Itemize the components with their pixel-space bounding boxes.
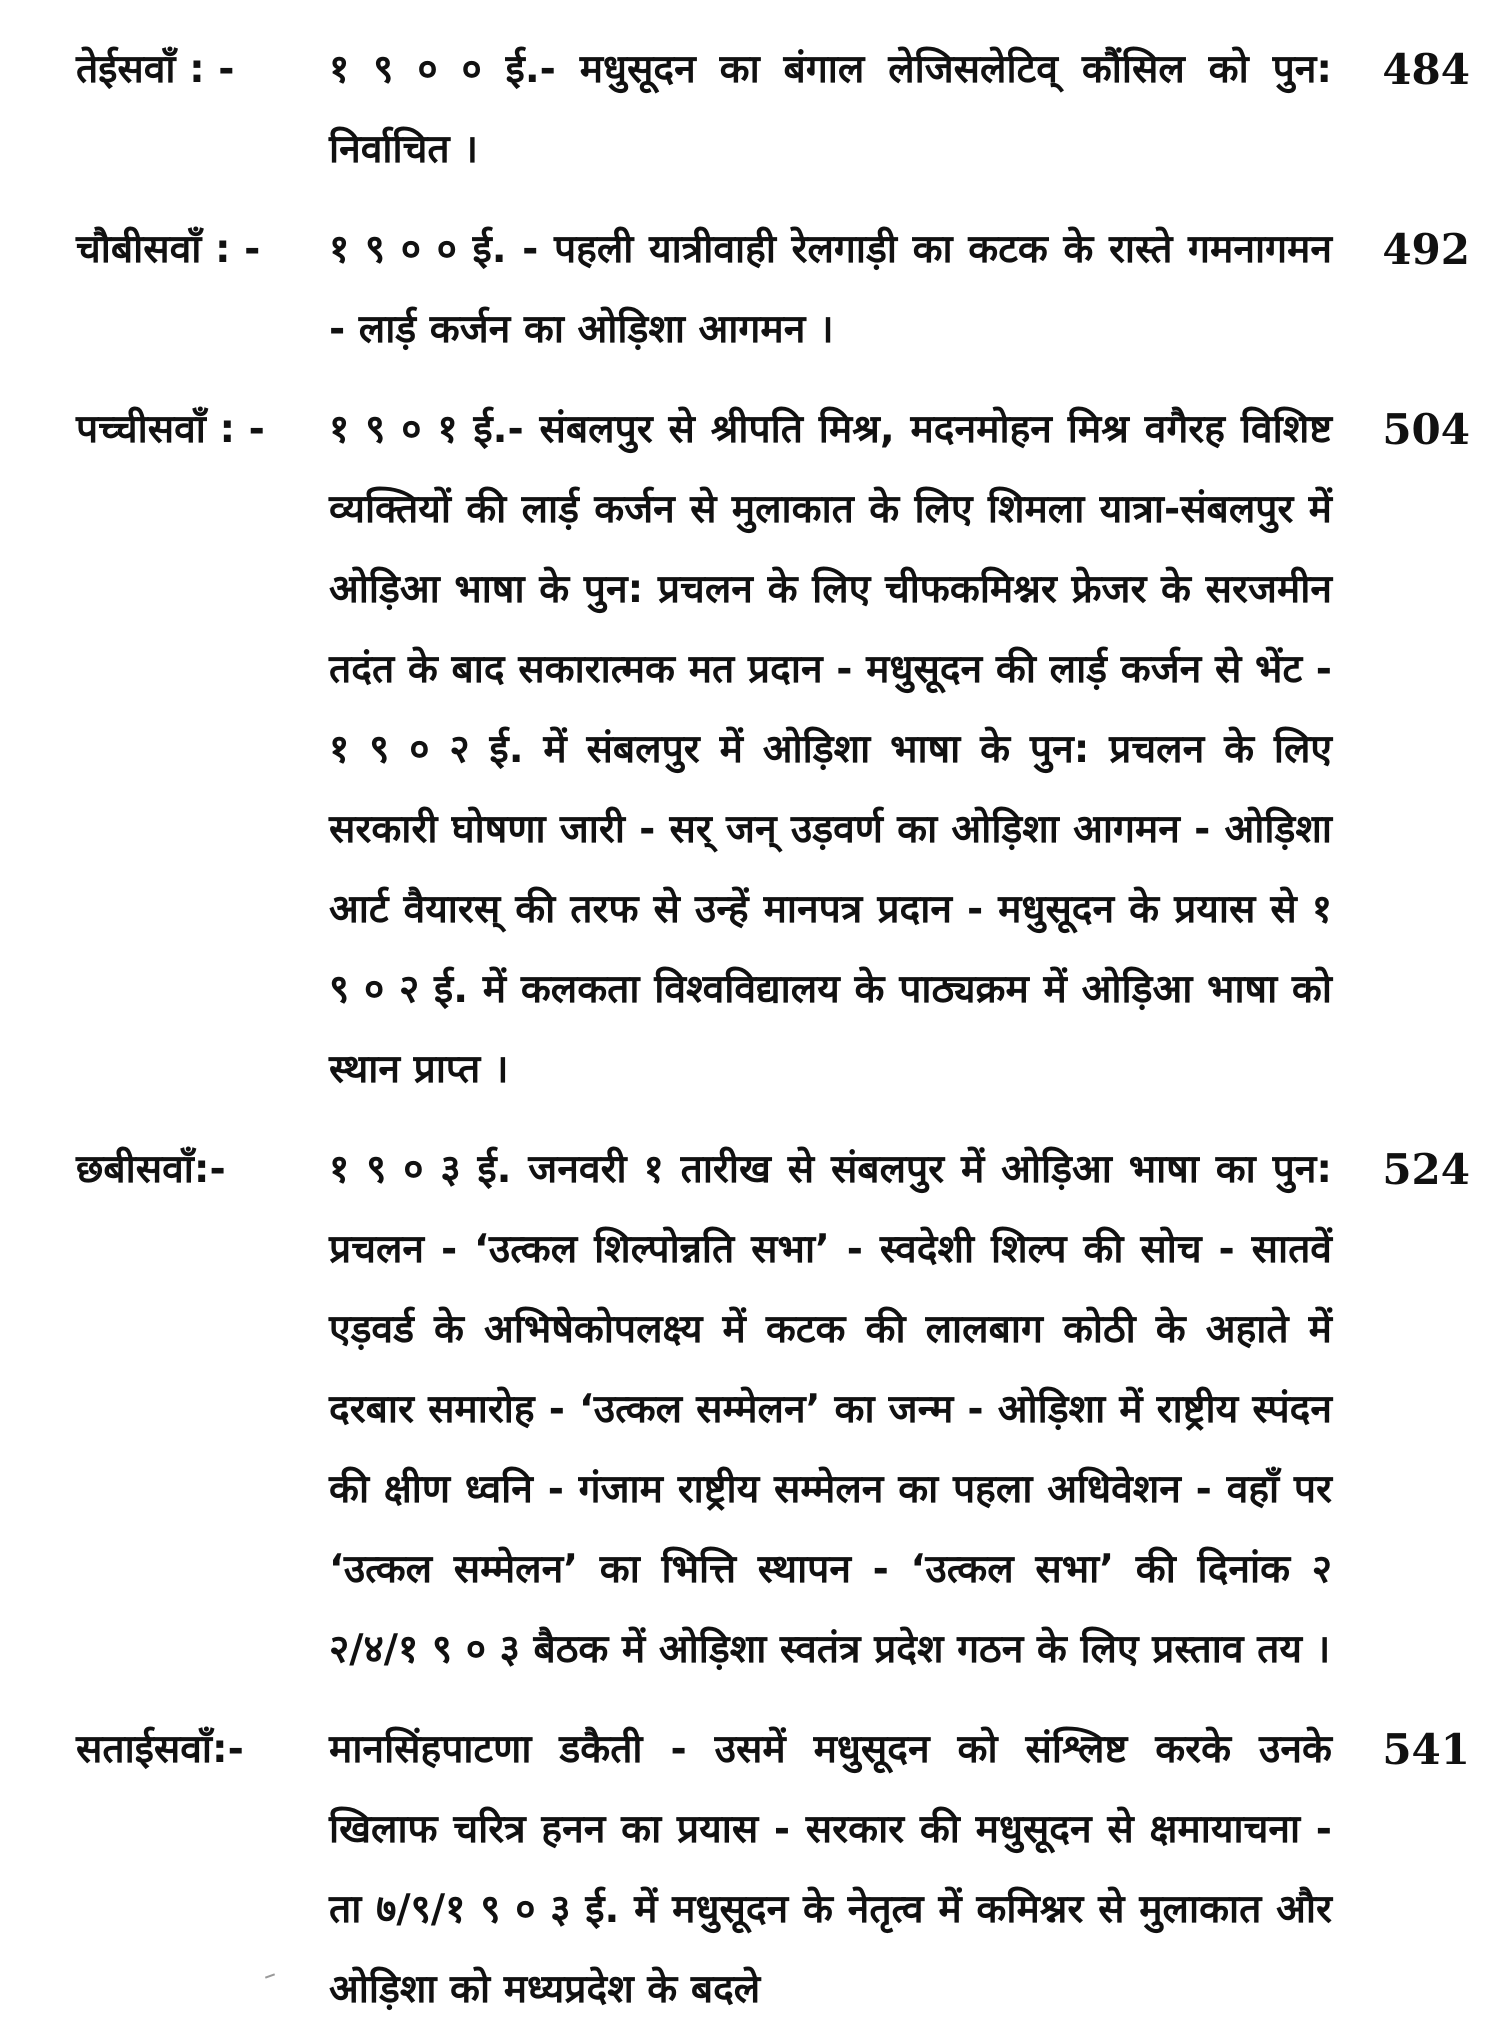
page-number: 484	[1382, 45, 1470, 94]
contents-entry-24	[76, 210, 1470, 370]
contents-entry-23	[76, 30, 1470, 190]
contents-entry-26	[76, 1130, 1470, 1690]
chapter-summary: १ ९ ० ३ ई. जनवरी १ तारीख से संबलपुर में ओड़िआ भाषा का पुन: प्रचलन - ‘उत्कल शिल्पोन्नति सभा’ - स्वदेशी शिल्प की सोच - सातवें एड़वर्ड के अभिषेकोपलक्ष्य में कटक की लालबाग कोठी के अहाते में दरबार समारोह - ‘उत्कल सम्मेलन’ का जन्म - ओड़िशा में राष्ट्रीय स्पंदन की क्षीण ध्वनि - गंजाम राष्ट्रीय सम्मेलन का पहला अधिवेशन - वहाँ पर ‘उत्कल सम्मेलन’ का भित्ति स्थापन - ‘उत्कल सभा’ की दिनांक २ २/४/१ ९ ० ३ बैठक में ओड़िशा स्वतंत्र प्रदेश गठन के लिए प्रस्ताव तय ।	[329, 1147, 1332, 1672]
chapter-label: पच्चीसवाँ : -	[76, 407, 265, 452]
chapter-summary: १ ९ ० १ ई.- संबलपुर से श्रीपति मिश्र, मदनमोहन मिश्र वगैरह विशिष्ट व्यक्तियों की लार्ड़ कर्जन से मुलाकात के लिए शिमला यात्रा-संबलपुर में ओड़िआ भाषा के पुन: प्रचलन के लिए चीफकमिश्नर फ्रेजर के सरजमीन तदंत के बाद सकारात्मक मत प्रदान - मधुसूदन की लार्ड़ कर्जन से भेंट - १ ९ ० २ ई. में संबलपुर में ओड़िशा भाषा के पुन: प्रचलन के लिए सरकारी घोषणा जारी - सर् जन् उड़वर्ण का ओड़िशा आगमन - ओड़िशा आर्ट वैयारस् की तरफ से उन्हें मानपत्र प्रदान - मधुसूदन के प्रयास से १ ९ ० २ ई. में कलकता विश्वविद्यालय के पाठ्यक्रम में ओड़िआ भाषा को स्थान प्राप्त ।	[329, 407, 1332, 1092]
contents-entry-25	[76, 390, 1470, 1110]
page-number: 524	[1382, 1145, 1470, 1194]
chapter-summary: १ ९ ० ० ई.- मधुसूदन का बंगाल लेजिसलेटिव् कौंसिल को पुन: निर्वाचित ।	[329, 47, 1332, 172]
chapter-summary: मानसिंहपाटणा डकैती - उसमें मधुसूदन को संश्लिष्ट करके उनके खिलाफ चरित्र हनन का प्रयास - सरकार की मधुसूदन से क्षमायाचना - ता ७/९/१ ९ ० ३ ई. में मधुसूदन के नेतृत्व में कमिश्नर से मुलाकात और ओड़िशा को मध्यप्रदेश के बदले	[329, 1727, 1332, 2012]
page-number: 541	[1382, 1725, 1470, 1774]
page-number: 504	[1382, 405, 1470, 454]
chapter-label: छबीसवाँ:-	[76, 1147, 226, 1192]
page-number: 492	[1382, 225, 1470, 274]
contents-entry-27	[76, 1710, 1470, 2030]
chapter-summary: १ ९ ० ० ई. - पहली यात्रीवाही रेलगाड़ी का कटक के रास्ते गमनागमन - लार्ड़ कर्जन का ओड़िशा आगमन ।	[329, 227, 1332, 352]
chapter-label: सताईसवाँ:-	[76, 1727, 244, 1772]
chapter-label: तेईसवाँ : -	[76, 47, 235, 92]
chapter-label: चौबीसवाँ : -	[76, 227, 261, 272]
